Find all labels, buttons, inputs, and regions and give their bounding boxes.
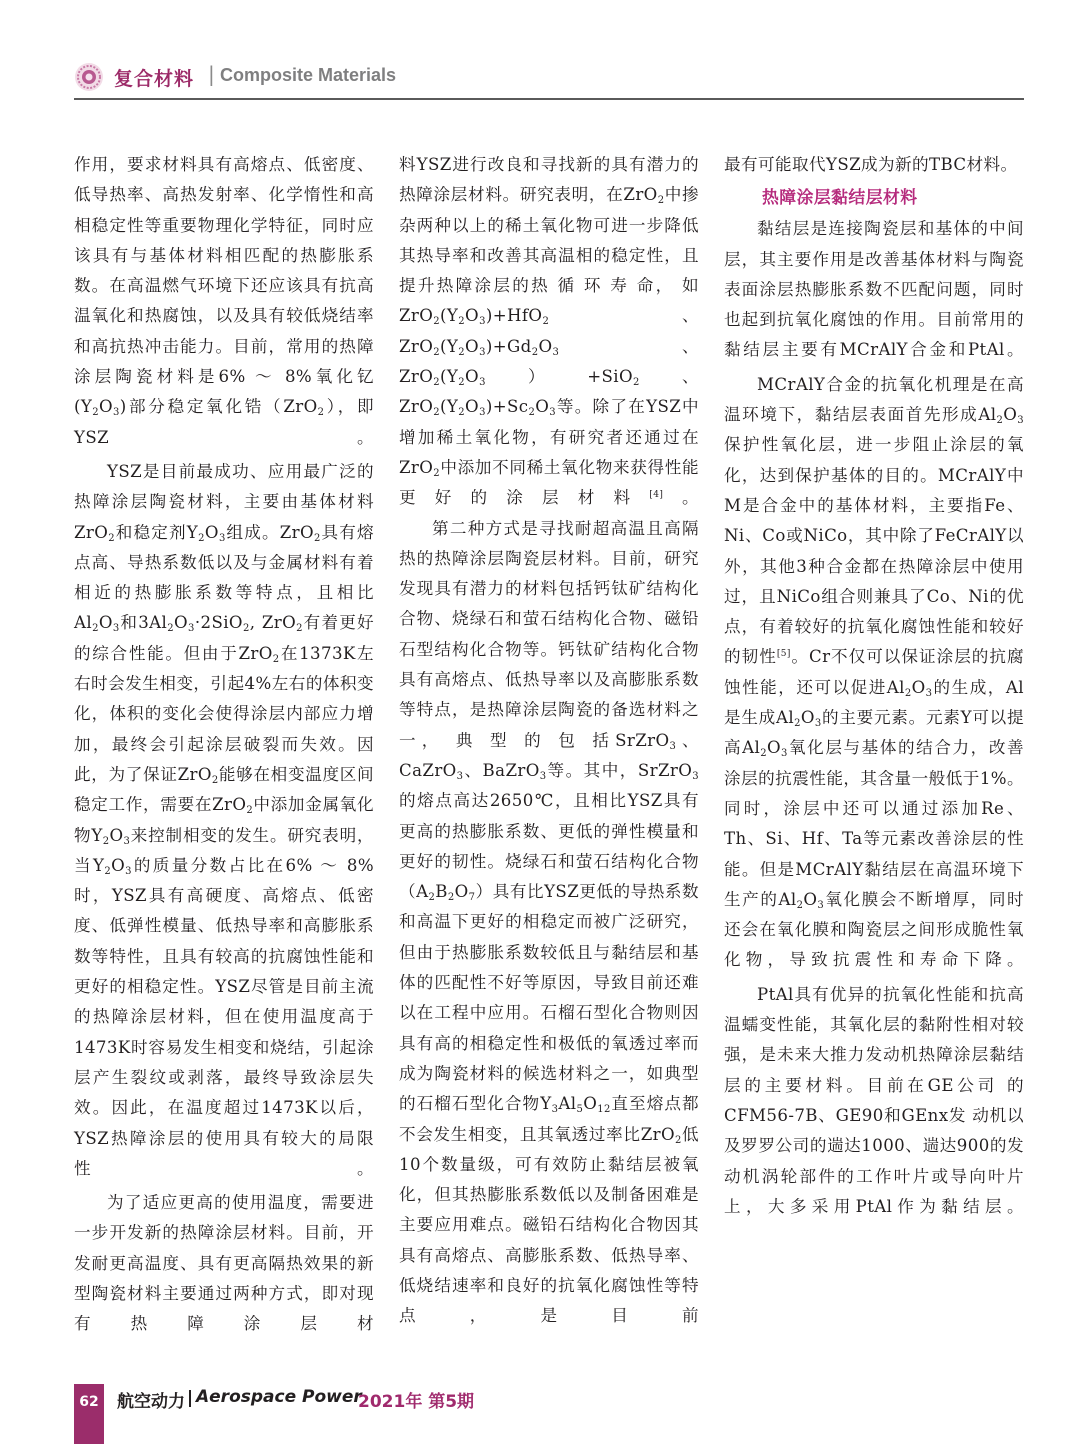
text-run: )部分稳定氧化锆（ZrO [119, 397, 318, 417]
subscript: 2 [92, 407, 99, 419]
subscript: 2 [246, 805, 254, 817]
subscript: 2 [272, 653, 280, 665]
subscript: 3 [1017, 415, 1024, 427]
subscript: 2 [433, 407, 441, 419]
subscript: 2 [198, 532, 205, 544]
subscript: 2 [531, 346, 539, 358]
text-run: ·2SiO [194, 613, 243, 633]
text-run: O [109, 825, 124, 845]
subscript: 2 [904, 687, 912, 699]
subscript: 2 [104, 865, 112, 877]
subscript: 2 [108, 532, 116, 544]
text-run: 等。其中，SrZrO [546, 760, 693, 780]
subscript: 2 [447, 892, 455, 904]
text-run: O [465, 336, 480, 356]
text-run: 、BaZrO [463, 760, 540, 780]
subscript: 2 [428, 892, 436, 904]
text-run: ），即YSZ。 [74, 397, 374, 447]
category-title-zh: 复合材料 [114, 68, 195, 90]
subscript: 5 [576, 1104, 584, 1116]
subscript: 3 [781, 748, 788, 760]
subscript: 2 [674, 1134, 682, 1146]
text-run: ）+SiO [485, 367, 634, 387]
running-footer [74, 1384, 1024, 1444]
text-run: 、ZrO [399, 336, 699, 387]
subscript: 2 [760, 748, 768, 760]
text-run: 低10个数量级，可有效防止黏结层被氧化，但其热膨胀系数低以及制备困难是主要应用难点。磁铅石结构化合物因其具有高熔点、高膨胀系数、低热导率、低烧结速率和良好的抗氧化腐蚀性等特点，是目前 [399, 1124, 699, 1326]
subscript: 2 [433, 467, 441, 479]
subscript: 2 [313, 532, 321, 544]
journal-name-zh: 航空动力 [117, 1392, 185, 1412]
text-run: O [911, 677, 926, 697]
text-run: 等。除了在YSZ中增加稀土氧化物，有研究者还通过在ZrO [399, 397, 699, 477]
text-run: 能够在相变温度区间稳定工作，需要在ZrO [74, 764, 374, 815]
text-run: 来控制相变的发生。研究表明，当Y [74, 825, 374, 875]
subscript: 2 [317, 407, 325, 419]
paragraph [724, 980, 1024, 1222]
page-number: 62 [79, 1394, 99, 1410]
text-run: 组成。ZrO [225, 522, 314, 542]
text-run: O [583, 1094, 598, 1114]
subscript: 3 [814, 718, 822, 730]
text-column-2 [399, 150, 699, 1332]
text-run: O [99, 397, 114, 417]
subscript: 2 [996, 415, 1004, 427]
subscript: 2 [458, 377, 466, 389]
subscript: 3 [479, 377, 486, 389]
subscript: 2 [433, 346, 441, 358]
text-run: (Y [440, 397, 459, 417]
text-run: 料YSZ进行改良和寻找新的具有潜力的热障涂层材料。研究表明，在ZrO [399, 155, 699, 205]
text-column-1 [74, 150, 374, 1340]
subscript: 3 [456, 770, 464, 782]
text-run: O [174, 613, 189, 633]
text-run: O [800, 708, 815, 728]
subscript: 3 [549, 407, 557, 419]
subscript: 3 [552, 346, 560, 358]
subscript: 3 [692, 770, 699, 782]
text-run: 和稳定剂Y [115, 522, 199, 542]
subscript: 2 [542, 316, 550, 328]
subscript: 3 [539, 770, 547, 782]
text-run: 的生成，Al是生成Al [724, 677, 1024, 728]
text-run: YSZ是目前最成功、应用最广泛的热障涂层陶瓷材料，主要由基体材料ZrO [74, 461, 374, 542]
text-run: O [1003, 405, 1018, 425]
text-run: O [803, 889, 818, 909]
text-run: 在1373K左右时会发生相变，引起4%左右的体积变化，体积的变化会使得涂层内部应力增加，最终会引起涂层破裂而失效。因此，为了保证ZrO [74, 643, 374, 784]
text-run: 。 [663, 488, 699, 508]
text-run: )+HfO [485, 306, 543, 326]
subscript: 3 [112, 623, 120, 635]
subscript: 2 [211, 774, 219, 786]
running-header [74, 56, 1024, 100]
subscript: 3 [669, 740, 677, 752]
subscript: 2 [433, 316, 441, 328]
text-run: (Y [440, 336, 459, 356]
text-run: 的质量分数占比在6% ～ 8%时，YSZ具有高硬度、高熔点、低密度、低弹性模量、低热导率和高膨胀系数等特性，且具有较高的抗腐蚀性能和更好的相稳定性。YSZ尽管是目前主流的热障涂层材料，但在使用温度高于1473K时容易发生相变和烧结，引起涂层产生裂纹或剥落，最终导致涂层失效。因此，在温度超过1473K以后，YSZ热障涂层的使用具有较大的局限性。 [74, 855, 374, 1178]
text-run: B [435, 882, 448, 902]
paragraph [724, 214, 1024, 365]
subscript: 3 [123, 835, 131, 847]
subscript: 2 [242, 623, 250, 635]
text-run: 作用，要求材料具有高熔点、低密度、低导热率、高热发射率、化学惰性和高相稳定性等重要物理化学特征，同时应该具有与基体材料相匹配的热膨胀系数。在高温燃气环境下还应该具有抗高温氧化和热腐蚀，以及具有较低烧结率和高抗热冲击能力。目前，常用的热障涂层陶瓷材料是6% ～ 8%氧化钇(Y [74, 155, 374, 417]
category-title-en: Composite Materials [220, 65, 397, 85]
subscript: 3 [188, 623, 195, 635]
text-run: (Y [440, 367, 459, 387]
citation-ref: [4] [649, 490, 664, 501]
text-run: 保护性氧化层，进一步阻止涂层的氧化，达到保护基体的目的。MCrAlY中M是合金中的基体材料，主要指Fe、Ni、Co或NiCo，其中除了FeCrAlY以外，其他3种合金都在热障涂层中使用过，且NiCo组合则兼具了Co、Ni的优点，有着较好的抗氧化腐蚀性能和较好的韧性 [724, 435, 1024, 667]
text-run: )+Sc [485, 397, 529, 417]
text-run: )+Gd [485, 336, 532, 356]
text-run: 的熔点高达2650℃，且相比YSZ具有更高的热膨胀系数、更低的弹性模量和更好的韧性。烧绿石和萤石结构化合物（A [399, 791, 699, 902]
subscript: 3 [551, 1104, 559, 1116]
text-run: O [538, 336, 553, 356]
subscript: 3 [479, 346, 486, 358]
text-run: 氧化层与基体的结合力，改善涂层的抗震性能，其含量一般低于1%。同时，涂层中还可以通过添加Re、Th、Si、Hf、Ta等元素改善涂层的性能。但是MCrAlY黏结层在高温环境下生产的Al [724, 738, 1024, 909]
text-run: ）具有比YSZ更低的导热系数和高温下更好的相稳定而被广泛研究，但由于热膨胀系数较低且与黏结层和基体的匹配性不好等原因，导致目前还难以在工程中应用。石榴石型化合物则因具有高的相稳定性和极低的氧透过率而成为陶瓷材料的候选材料之一，如典型的石榴石型化合物Y [399, 882, 699, 1114]
subscript: 2 [167, 623, 175, 635]
paragraph [74, 457, 374, 1184]
text-run: 的主要元素。元素Y可以提高Al [724, 708, 1024, 758]
issue-label: 2021年 第5期 [358, 1392, 475, 1412]
text-run: 直至熔点都不会发生相变，且其氧透过率比ZrO [399, 1094, 700, 1144]
text-run: MCrAlY合金的抗氧化机理是在高温环境下，黏结层表面首先形成Al [724, 374, 1024, 425]
text-run: 有着更好的综合性能。但由于ZrO [74, 613, 374, 663]
section-heading: 热障涂层黏结层材料 [762, 187, 918, 208]
paragraph [724, 370, 1024, 976]
text-run: O [465, 306, 480, 326]
subscript: 3 [817, 899, 825, 911]
text-run: 为了适应更高的使用温度，需要进一步开发新的热障涂层材料。目前，开发耐更高温度、具有更高隔热效果的新型陶瓷材料主要通过两种方式，即对现有热障涂层材 [74, 1193, 374, 1334]
subscript: 2 [92, 623, 99, 635]
text-run: O [454, 882, 469, 902]
subscript: 3 [479, 407, 486, 419]
text-run: (Y [440, 306, 459, 326]
journal-name-en: Aerospace Power [196, 1387, 362, 1407]
text-run: 具有熔点高、导热系数低以及与金属材料有着相近的热膨胀系数等特点，且相比Al [74, 522, 374, 633]
text-run: O [111, 855, 126, 875]
text-run: 、ZrO [399, 306, 699, 356]
text-run: 、ZrO [399, 367, 699, 417]
subscript: 2 [433, 377, 441, 389]
text-run: O [98, 613, 113, 633]
text-run: 中添加不同稀土氧化物来获得性能更好的涂层材料 [399, 457, 699, 508]
text-run: O [465, 397, 480, 417]
paragraph [74, 150, 374, 453]
text-run: PtAl具有优异的抗氧化性能和抗高温蠕变性能，其氧化层的黏附性相对较强，是未来大推力发动机热障涂层黏结层的主要材料。目前在GE公司 的CFM56-7B、GE90和GEnx发 动机以及罗罗公司的遄达1000、遄达900的发动机涡轮部件的工作叶片或导向叶片上，大多采用PtAl作为黏结层。 [724, 984, 1024, 1216]
subscript: 2 [102, 835, 110, 847]
subscript: 2 [796, 899, 804, 911]
text-run: 和3Al [119, 613, 168, 633]
paragraph [399, 514, 699, 1332]
text-run: O [465, 367, 480, 387]
text-run: , ZrO [249, 613, 297, 633]
subscript: 2 [458, 316, 466, 328]
citation-ref: [5] [776, 649, 791, 660]
subscript: 2 [458, 407, 466, 419]
page-number-badge [74, 1384, 104, 1444]
subscript: 3 [925, 687, 933, 699]
subscript: 7 [468, 892, 476, 904]
text-run: 最有可能取代YSZ成为新的TBC材料。 [724, 155, 1018, 174]
subscript: 2 [657, 195, 665, 207]
text-run: 黏结层是连接陶瓷层和基体的中间层，其主要作用是改善基体材料与陶瓷表面涂层热膨胀系数不匹配问题，同时也起到抗氧化腐蚀的作用。目前常用的黏结层主要有MCrAlY合金和PtAl。 [724, 219, 1024, 360]
subscript: 3 [218, 532, 226, 544]
text-column-3 [724, 150, 1024, 1222]
subscript: 2 [458, 346, 466, 358]
header-rule [74, 98, 1024, 100]
text-run: 中掺杂两种以上的稀土氧化物可进一步降低其热导率和改善其高温相的稳定性，且提升热障涂层的热 循 环 寿 命， 如ZrO [399, 185, 699, 326]
text-run: 氧化膜会不断增厚，同时还会在氧化膜和陶瓷层之间形成脆性氧化物，导致抗震性和寿命下降。 [724, 889, 1025, 970]
header-separator: | [208, 62, 215, 86]
subscript: 2 [794, 718, 801, 730]
subscript: 2 [528, 407, 536, 419]
subscript: 2 [296, 623, 303, 635]
subscript: 2 [633, 377, 640, 389]
subscript: 3 [113, 407, 120, 419]
text-run: 、CaZrO [399, 730, 699, 780]
paragraph [74, 1188, 374, 1339]
text-run: O [204, 522, 219, 542]
text-run: 中添加金属氧化物Y [74, 795, 374, 845]
text-run: 。Cr不仅可以保证涂层的抗腐蚀性能，还可以促进Al [724, 647, 1025, 697]
text-run: O [767, 738, 782, 758]
subscript: 3 [479, 316, 486, 328]
footer-separator [189, 1390, 191, 1407]
paragraph [724, 150, 1024, 180]
circular-rosette-logo-icon [74, 62, 104, 92]
text-run: 第二种方式是寻找耐超高温且高隔热的热障涂层陶瓷层材料。目前，研究发现具有潜力的材料包括钙钛矿结构化合物、烧绿石和萤石结构化合物、磁铅石型结构化合物等。钙钛矿结构化合物具有高熔点、低热导率以及高膨胀系数等特点，是热障涂层陶瓷的备选材料之一， 典 型 的 包 括SrZrO [399, 518, 699, 750]
subscript: 3 [125, 865, 132, 877]
text-run: Al [558, 1094, 577, 1114]
text-run: O [535, 397, 550, 417]
paragraph [399, 150, 699, 514]
subscript: 12 [597, 1104, 611, 1116]
